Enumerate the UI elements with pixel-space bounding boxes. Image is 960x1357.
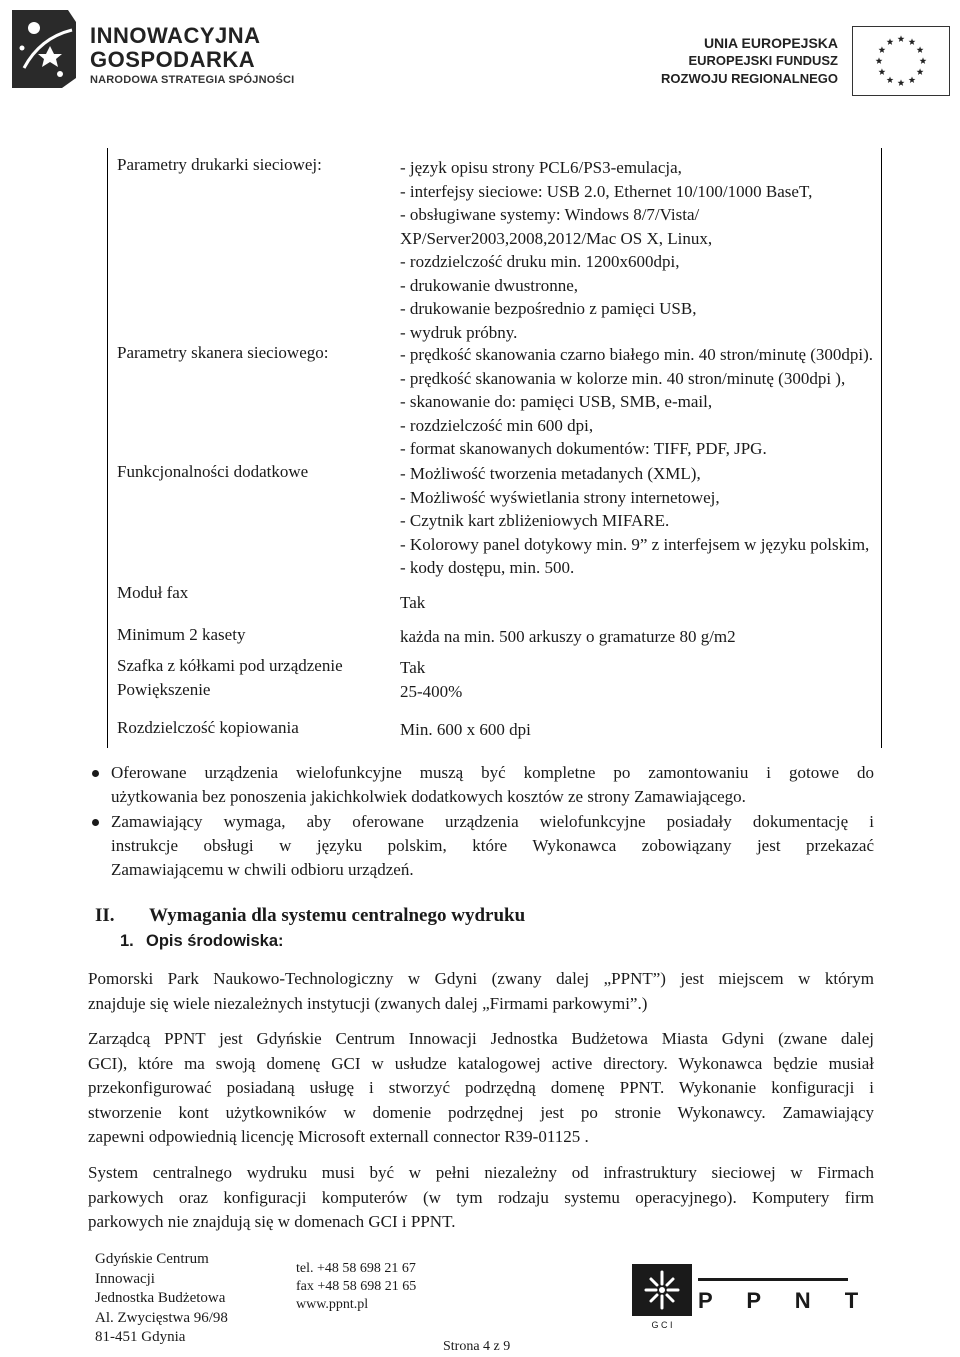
footer-address-line: Gdyńskie Centrum <box>95 1251 209 1267</box>
section-heading <box>95 905 525 927</box>
footer-fax: fax +48 58 698 21 65 <box>296 1279 417 1294</box>
subsection-heading <box>120 932 284 951</box>
paragraph-line: System centralnego wydruku musi być w pełni niezależny od infrastruktury sieciowej w Firmach <box>88 1163 874 1182</box>
footer-address-line: 81-451 Gdynia <box>95 1329 186 1346</box>
bullet-line: Zamawiający wymaga, aby oferowane urządzenia wielofunkcyjne posiadały dokumentację i <box>111 812 874 831</box>
spec-line: - skanowanie do: pamięci USB, SMB, e-mail, <box>400 392 713 411</box>
paragraph-line: GCI), które ma swoją domenę GCI w usłudze katalogowej active directory. Wykonawca będzie musiał <box>88 1053 874 1073</box>
spec-line: - format skanowanych dokumentów: TIFF, PDF, JPG. <box>400 439 767 458</box>
subsection-title: Opis środowiska: <box>146 932 284 950</box>
spec-value <box>400 462 869 580</box>
spec-line: - obsługiwane systemy: Windows 8/7/Vista/ <box>400 205 700 224</box>
ppnt-logo-icon <box>698 1278 873 1318</box>
bullet-line: Zamawiającemu w chwili odbioru urządzeń. <box>111 860 414 879</box>
logo-line-strategia: NARODOWA STRATEGIA SPÓJNOŚCI <box>90 74 295 86</box>
innowacyjna-gospodarka-emblem-icon <box>10 8 82 90</box>
paragraph <box>88 967 874 1016</box>
footer-address-line: Al. Zwycięstwa 96/98 <box>95 1309 228 1326</box>
spec-label: Rozdzielczość kopiowania <box>117 718 299 737</box>
footer-address-line: Innowacji <box>95 1270 155 1287</box>
eu-star-icon <box>887 76 894 83</box>
bullet-line: Oferowane urządzenia wielofunkcyjne muszą być kompletne po zamontowaniu i gotowe do <box>111 763 874 782</box>
spec-label: Minimum 2 kasety <box>117 625 246 644</box>
spec-line: - rozdzielczość druku min. 1200x600dpi, <box>400 252 680 271</box>
spec-line: - drukowanie bezpośrednio z pamięci USB, <box>400 299 697 318</box>
eu-star-icon <box>917 68 924 75</box>
eu-fund-logo <box>600 26 950 96</box>
subsection-number: 1. <box>120 932 134 950</box>
gci-emblem-icon <box>632 1264 692 1330</box>
spec-label: Parametry drukarki sieciowej: <box>117 155 322 174</box>
spec-value: 25-400% <box>400 682 463 701</box>
spec-line: - Możliwość wyświetlania strony internetowej, <box>400 487 720 507</box>
footer-website-link[interactable]: www.ppnt.pl <box>296 1297 369 1312</box>
bullet-dot-icon <box>92 819 99 826</box>
innowacyjna-gospodarka-logo <box>10 8 295 88</box>
spec-line: - wydruk próbny. <box>400 322 518 342</box>
spec-value: Tak <box>400 658 426 677</box>
eu-line-unia: UNIA EUROPEJSKA <box>703 35 838 51</box>
spec-value: Tak <box>400 593 426 612</box>
paragraph <box>88 1161 874 1235</box>
eu-star-icon <box>920 57 927 64</box>
logo-line-innowacyjna: INNOWACYJNA <box>90 23 261 48</box>
spec-label: Parametry skanera sieciowego: <box>117 343 329 362</box>
spec-line: - Możliwość tworzenia metadanych (XML), <box>400 464 701 483</box>
spec-table <box>107 148 882 748</box>
eu-star-icon <box>879 46 886 53</box>
eu-star-icon <box>876 57 883 64</box>
eu-fund-text <box>661 34 838 88</box>
logo-line-gospodarka: GOSPODARKA <box>90 47 256 72</box>
spec-value <box>400 343 873 461</box>
spec-line: - prędkość skanowania w kolorze min. 40 stron/minutę (300dpi ), <box>400 368 846 388</box>
eu-star-icon <box>917 46 924 53</box>
spec-line: - interfejsy sieciowe: USB 2.0, Ethernet 10/100/1000 BaseT, <box>400 181 813 201</box>
footer-address-line: Jednostka Budżetowa <box>95 1290 226 1307</box>
spec-value: każda na min. 500 arkuszy o gramaturze 80 g/m2 <box>400 627 736 646</box>
bullet-text <box>111 761 874 809</box>
gci-ppnt-logo <box>632 1264 873 1330</box>
paragraph-line: przekonfigurować posiadaną usługę i stworzyć podrzędną domenę PPNT. Wykonanie konfiguracji i <box>88 1078 874 1097</box>
spec-line: - prędkość skanowania czarno białego min. 40 stron/minutę (300dpi). <box>400 345 874 364</box>
ppnt-logo-text: P P N T <box>698 1288 873 1313</box>
paragraph-line: stworzenie kont użytkowników w domenie podrzędnej jest po stronie Wykonawcy. Zamawiający <box>88 1102 874 1122</box>
paragraph-line: Pomorski Park Naukowo-Technologiczny w Gdyni (zwany dalej „PPNT”) jest miejscem w którym <box>88 969 874 988</box>
spec-line: - Czytnik kart zbliżeniowych MIFARE. <box>400 511 670 530</box>
spec-value <box>400 156 812 344</box>
bullet-dot-icon <box>92 770 99 777</box>
spec-line: - rozdzielczość min 600 dpi, <box>400 415 594 435</box>
eu-flag-icon <box>852 26 950 96</box>
paragraph-line: zapewni odpowiednią licencję Microsoft externall connector R39-01125 . <box>88 1127 589 1146</box>
spec-line: - język opisu strony PCL6/PS3-emulacja, <box>400 158 682 177</box>
eu-star-icon <box>909 76 916 83</box>
spec-label: Moduł fax <box>117 583 189 602</box>
bullet-text <box>111 810 874 882</box>
paragraph-line: znajduje się wiele niezależnych instytucji (zwanych dalej „Firmami parkowymi”.) <box>88 993 648 1013</box>
footer-phone: tel. +48 58 698 21 67 <box>296 1261 416 1276</box>
section-title: Wymagania dla systemu centralnego wydruku <box>149 905 526 926</box>
spec-label: Funkcjonalności dodatkowe <box>117 462 309 481</box>
paragraph-line: parkowych oraz konfiguracji komputerów (w tym rodzaju systemu operacyjnego). Komputery firm <box>88 1187 874 1207</box>
eu-star-icon <box>898 79 905 86</box>
footer-contact <box>296 1260 416 1314</box>
spec-line: - kody dostępu, min. 500. <box>400 558 575 577</box>
footer-address <box>95 1250 228 1348</box>
page-number: Strona 4 z 9 <box>443 1339 511 1354</box>
spec-line: - Kolorowy panel dotykowy min. 9” z interfejsem w języku polskim, <box>400 534 870 554</box>
bullet-line: instrukcje obsługi w języku polskim, które Wykonawca zobowiązany jest przekazać <box>111 836 874 855</box>
spec-line: - drukowanie dwustronne, <box>400 275 578 295</box>
eu-stars-icon <box>853 27 949 95</box>
spec-value: Min. 600 x 600 dpi <box>400 720 531 739</box>
paragraph-line: parkowych nie znajdują się w domenach GCI i PPNT. <box>88 1212 456 1231</box>
eu-star-icon <box>887 38 894 45</box>
eu-star-icon <box>909 38 916 45</box>
eu-line-rozwoju: ROZWOJU REGIONALNEGO <box>661 71 838 86</box>
paragraph-line: Zarządcą PPNT jest Gdyńskie Centrum Innowacji Jednostka Budżetowa Miasta Gdyni (zwane dalej <box>88 1029 874 1048</box>
spec-label: Powiększenie <box>117 680 211 699</box>
spec-label: Szafka z kółkami pod urządzenie <box>117 656 343 675</box>
bullet-line: użytkowania bez ponoszenia jakichkolwiek dodatkowych kosztów ze strony Zamawiającego. <box>111 787 746 806</box>
spec-line: XP/Server2003,2008,2012/Mac OS X, Linux, <box>400 228 713 248</box>
section-number: II. <box>95 905 115 926</box>
eu-line-fundusz: EUROPEJSKI FUNDUSZ <box>688 53 838 68</box>
eu-star-icon <box>879 68 886 75</box>
paragraph <box>88 1027 874 1150</box>
eu-star-icon <box>898 35 905 42</box>
gci-logo-text: G C I <box>651 1320 673 1330</box>
